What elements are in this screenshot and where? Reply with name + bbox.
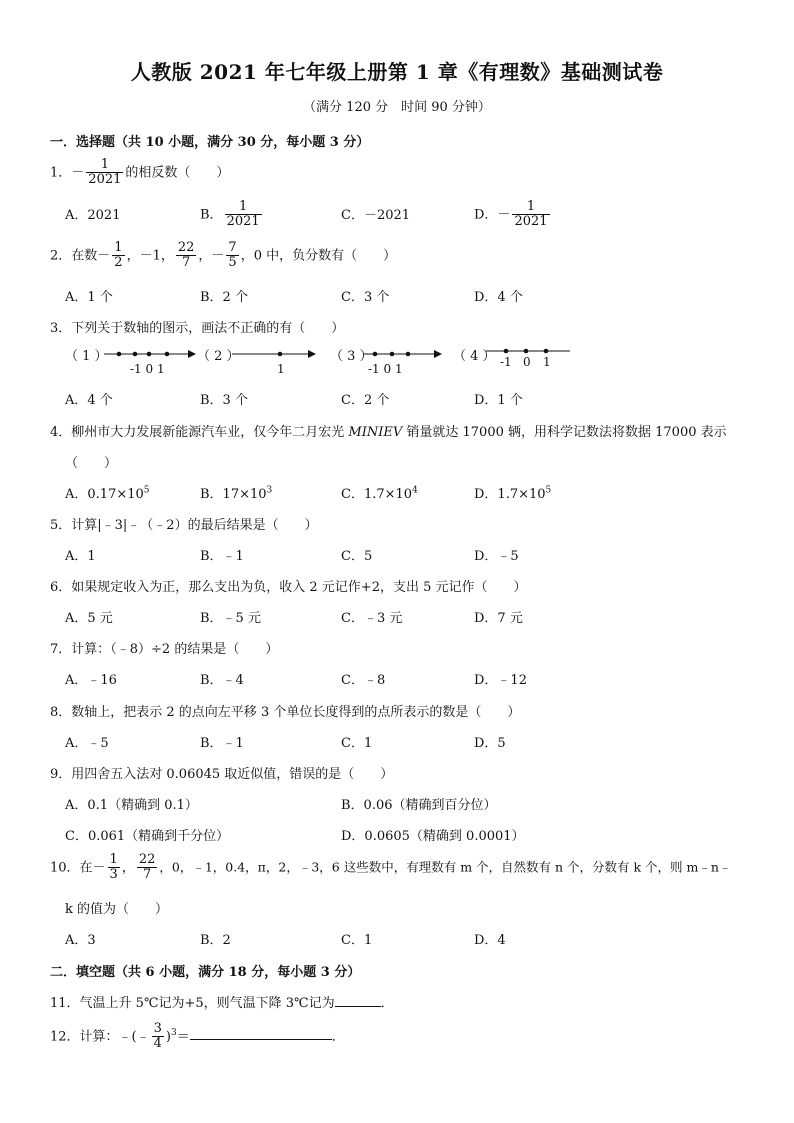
- q10-stem-tail: ，0，﹣1，0.4，π，2，﹣3，6 这些数中，有理数有 m 个，自然数有 n 个，分数有 k 个，则 m﹣n﹣: [159, 859, 732, 875]
- q2-text: ，－1，: [126, 248, 174, 264]
- q5-option-a: A．1: [65, 549, 96, 564]
- number-line-4-tick-b: 0: [523, 355, 531, 369]
- page-title: 人教版 2021 年七年级上册第 1 章《有理数》基础测试卷: [130, 60, 664, 84]
- q2-option-a: A．1 个: [65, 290, 113, 305]
- q3-label-3: （ 3 ）: [330, 349, 373, 364]
- q2-stem-tail: ，0 中，负分数有（ ）: [240, 248, 397, 264]
- q4-text: 4．柳州市大力发展新能源汽车业，仅今年二月宏光: [50, 425, 349, 440]
- q3-label-1: （ 1 ）: [65, 349, 108, 364]
- q1-option-c: C．－2021: [341, 208, 411, 223]
- q3-option-b: B．3 个: [200, 393, 248, 408]
- q6-option-c: C．﹣3 元: [341, 611, 403, 626]
- q4-option-b: [200, 483, 272, 502]
- q10-option-c: C．1: [341, 933, 373, 948]
- fraction-denominator: 7: [181, 255, 191, 271]
- q10-option-d: D．4: [474, 933, 506, 948]
- q5-option-b: B．﹣1: [200, 549, 244, 564]
- q1-number: 1．: [50, 165, 72, 181]
- q6-option-d: D．7 元: [474, 611, 523, 626]
- q9-option-a: A．0.1（精确到 0.1）: [65, 798, 198, 813]
- question-8: 8．数轴上，把表示 2 的点向左平移 3 个单位长度得到的点所表示的数是（ ）: [50, 705, 521, 720]
- q9-option-c: C．0.061（精确到千分位）: [65, 829, 230, 844]
- q10-fraction-1: [108, 853, 120, 883]
- fraction-denominator: 4: [153, 1036, 162, 1052]
- fraction-numerator: 7: [228, 240, 237, 255]
- number-line-2: [230, 345, 320, 365]
- option-text: A．0.17×10: [65, 487, 144, 502]
- fraction-numerator: 22: [177, 240, 195, 255]
- q12-text: 12．计算：﹣(﹣: [50, 1029, 150, 1045]
- q3-label-4: （ 4 ）: [453, 349, 496, 364]
- number-line-3-ticks: -1 0 1: [368, 362, 403, 376]
- fraction-denominator: 7: [142, 867, 152, 883]
- q12-end: ．: [331, 1029, 345, 1045]
- fraction-denominator: 2021: [88, 172, 122, 188]
- q4-option-d: [474, 483, 551, 502]
- question-10: [50, 853, 731, 883]
- q2-option-d: D．4 个: [474, 290, 523, 305]
- fraction-denominator: 2021: [514, 214, 548, 230]
- q1-fraction: [86, 158, 123, 188]
- answer-blank[interactable]: [335, 994, 381, 1007]
- fraction-denominator: 3: [109, 867, 118, 883]
- q2-fraction-1: [112, 241, 124, 271]
- question-12: [50, 1022, 345, 1052]
- q7-option-b: B．﹣4: [200, 673, 244, 688]
- fraction-denominator: 2: [114, 255, 123, 271]
- section-heading-fill: 二．填空题（共 6 小题，满分 18 分，每小题 3 分）: [50, 965, 361, 980]
- option-text: B．17×10: [200, 487, 267, 502]
- q10-number: 10．在－: [50, 860, 106, 876]
- q10-option-b: B．2: [200, 933, 231, 948]
- page-subtitle: （满分 120 分 时间 90 分钟）: [303, 100, 491, 115]
- q1-neg: －: [71, 165, 85, 181]
- q12-fraction: [152, 1022, 164, 1052]
- q10-fraction-2: [137, 853, 158, 883]
- fraction-numerator: 1: [114, 240, 123, 255]
- q3-option-a: A．4 个: [65, 393, 113, 408]
- q3-label-2: （ 2 ）: [197, 349, 240, 364]
- fraction-denominator: 5: [228, 255, 237, 271]
- q4-brand: MINIEV: [348, 425, 403, 440]
- q2-text: ，－: [198, 248, 225, 264]
- q10-text: ，: [121, 860, 135, 876]
- option-letter: B．: [200, 207, 223, 223]
- exponent: 3: [266, 485, 273, 496]
- q9-option-d: D．0.0605（精确到 0.0001）: [341, 829, 525, 844]
- q10-option-a: A．3: [65, 933, 96, 948]
- option-letter: D．－: [474, 207, 511, 223]
- number-line-1-ticks: -1 0 1: [130, 362, 165, 376]
- q8-option-d: D．5: [474, 736, 506, 751]
- q12-paren: ): [165, 1029, 171, 1045]
- exponent: 5: [143, 485, 150, 496]
- question-5: 5．计算|﹣3|﹣（﹣2）的最后结果是（ ）: [50, 518, 318, 533]
- q5-option-d: D．﹣5: [474, 549, 519, 564]
- q8-option-a: A．﹣5: [65, 736, 109, 751]
- q1-option-d: [474, 200, 552, 230]
- q7-option-d: D．﹣12: [474, 673, 527, 688]
- q2-fraction-3: [226, 241, 238, 271]
- q7-option-c: C．﹣8: [341, 673, 386, 688]
- q2-option-c: C．3 个: [341, 290, 390, 305]
- q8-option-b: B．﹣1: [200, 736, 244, 751]
- q4-text-2: 销量就达 17000 辆，用科学记数法将数据 17000 表示: [402, 425, 727, 440]
- q8-option-c: C．1: [341, 736, 373, 751]
- q11-end: ．: [380, 996, 394, 1011]
- question-1: [50, 158, 229, 188]
- q5-option-c: C．5: [341, 549, 373, 564]
- q4-answer-paren: （ ）: [65, 456, 118, 471]
- q12-equals: ＝: [176, 1029, 190, 1045]
- fraction-numerator: 1: [512, 200, 549, 215]
- q10-line-2: k 的值为（ ）: [65, 902, 169, 917]
- q6-option-a: A．5 元: [65, 611, 113, 626]
- question-11: [50, 992, 394, 1011]
- section-heading-choice: 一．选择题（共 10 小题，满分 30 分，每小题 3 分）: [50, 135, 370, 150]
- question-2: [50, 241, 396, 271]
- question-3: 3．下列关于数轴的图示，画法不正确的有（ ）: [50, 321, 345, 336]
- q7-option-a: A．﹣16: [65, 673, 117, 688]
- question-6: 6．如果规定收入为正，那么支出为负，收入 2 元记作+2，支出 5 元记作（ ）: [50, 580, 527, 595]
- number-line-4-tick-c: 1: [543, 355, 551, 369]
- q1-stem-tail: 的相反数（ ）: [125, 165, 230, 181]
- fraction-numerator: 22: [138, 852, 156, 867]
- number-line-2-ticks: 1: [277, 362, 285, 376]
- q2-number: 2．在数－: [50, 248, 111, 264]
- question-7: 7．计算：（﹣8）÷2 的结果是（ ）: [50, 642, 279, 657]
- exponent: 3: [170, 1027, 177, 1038]
- option-text: D．1.7×10: [474, 487, 546, 502]
- fraction-numerator: 1: [86, 158, 123, 173]
- q1-option-b: [200, 200, 264, 230]
- q3-option-c: C．2 个: [341, 393, 390, 408]
- q1-option-a: A．2021: [65, 208, 121, 223]
- option-text: C．1.7×10: [341, 487, 413, 502]
- exponent: 4: [412, 485, 418, 496]
- exponent: 5: [545, 485, 552, 496]
- fraction-denominator: 2021: [226, 214, 260, 230]
- q2-option-b: B．2 个: [200, 290, 248, 305]
- question-4: [50, 421, 727, 440]
- q1-option-b-fraction: [225, 200, 262, 230]
- number-line-4-tick-a: -1: [500, 355, 512, 369]
- question-9: 9．用四舍五入法对 0.06045 取近似值，错误的是（ ）: [50, 767, 394, 782]
- q1-option-d-fraction: [512, 200, 549, 230]
- q9-option-b: B．0.06（精确到百分位）: [341, 798, 497, 813]
- fraction-numerator: 3: [153, 1021, 162, 1036]
- answer-blank[interactable]: [190, 1027, 332, 1040]
- q4-option-a: [65, 483, 150, 502]
- q3-option-d: D．1 个: [474, 393, 523, 408]
- q11-text: 11．气温上升 5℃记为+5，则气温下降 3℃记为: [50, 996, 335, 1011]
- q4-option-c: [341, 483, 418, 502]
- fraction-numerator: 1: [225, 200, 262, 215]
- fraction-numerator: 1: [109, 852, 118, 867]
- q2-fraction-2: [176, 241, 197, 271]
- q6-option-b: B．﹣5 元: [200, 611, 261, 626]
